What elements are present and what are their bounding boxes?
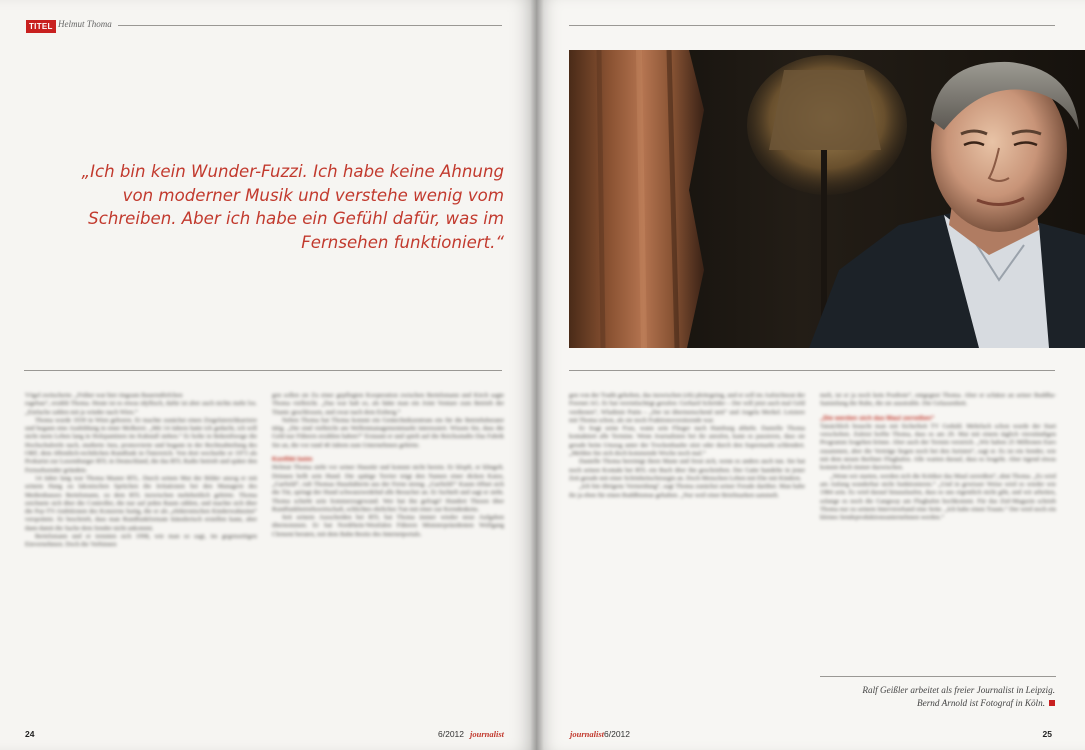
body-column-1 (25, 392, 257, 712)
body-paragraph: Vögel zwitscherte. „Früher war hier ringsum Bauerndörfchen (25, 392, 183, 399)
portrait-photo (569, 50, 1085, 348)
quote-line: Schreiben. Aber ich habe ein Gefühl dafür, was im (88, 209, 504, 228)
subheading: „Die werden sich das Maul zerreißen“ (820, 414, 935, 422)
quote-line: von moderner Musik und verstehe wenig vom (122, 185, 504, 205)
end-mark-square (1049, 700, 1055, 706)
author-credit (775, 684, 1055, 710)
body-paragraph: Er fragt seine Frau, wann sein Flieger nach Hamburg abhebt. Danielle Thoma kontaktiert alle Termine. Wenn Journalisten bei ihr anrufen, kann es passieren, dass sie gerade beim Umzug unter der Trockenhaube sitzt oder durch den Supermarkt schlendert. „Melden Sie sich doch kommende Woche noch mal.“ (569, 425, 805, 458)
spine-gutter (530, 0, 544, 750)
body-column-3 (569, 392, 805, 712)
body-paragraph: gen sollen sie Zu einer gepflegten Kooperation zwischen Bertelsmann und Kirch sagte Thoma vielleicht. „Das war halt so, als hätte man ein Joint Venture zum Betrieb der Titanic geschlossen, und zwar nach dem Eisberg.“ (272, 392, 504, 416)
body-paragraph: Neben Thoma hat Thoma kommt ein Gentechnikzentrum ein für die Betriebsberater tätig. „Die sind vielleicht am Wellenmanagementmarkt interessiert. Wissen Sie, dass die Geld nur Führern erzählen haben?“ Erstaunt er und spielt auf die Reichsstudio Das Fabrik Sie an, die vor rund 40 Jahren zum Unternehmen gehörte. (272, 416, 504, 449)
body-paragraph: gen von der Tradit gehoben, das inzwischen (ob) pleitegeing, und er soll im Aufsichtsrat der Freenet AG. Er hat vereinfachtigt gerufen: Gerhard Schröder – Der will jetzt auch mal Geld verdienen“, Wladimir Putin – „Der ist übermenschend nett“ und Angela Merkel. Letztere mit Thoma schon, als sie noch Fraktionsvorsitzende war. (569, 392, 805, 424)
running-head-author: Helmut Thoma (58, 19, 112, 29)
page-number-right: 25 (1042, 729, 1052, 739)
body-paragraph: „Ich bin übrigens Vermeidung“, sagt Thoma zunächst seiner Freude darüber. Man habe ihr ja eben für einen Buddhismus gehalten. „Nur weil einer Briefmarken sammelt. (569, 483, 805, 499)
middle-rule (569, 370, 1055, 371)
body-paragraph: Seit seinem Ausscheiden bei RTL hat Thoma immer wieder neue Aufgaben übernommen. Er hat Nordrhein-Westfalen Führern Ministerpräsidenten Wolfgang Clement beraten, mit dem Bahn Besitz des Internetportals. (272, 514, 504, 538)
middle-rule (24, 370, 502, 371)
body-paragraph: Helmut Thoma sieht vor seiner Haustür und kommt nicht herein. Er klopft, er klingelt. Drinnen bellt sein Hund. Die spätige Terrier trägt den Namen einer dicken Katze, „Garfield“, ruft Thomas Haushälterin aus der Ferne streng. „Garfield!“ Kaum öffnet sich die Tür, springt der Hund schwanzwedelnd alle Besucher an. Er fuchtelt und sagt er sieht. Thoma schiebt sein Sommerzugewand. Wer hat ihn gefragt? Hundert Thesen über Rundfunkbetriebswirtschaft, schlichtes ehrliches Tun mit einer zur Kerndenkens. (272, 464, 504, 513)
body-paragraph: Tatsächlich braucht man mit Sicherheit TV Geduld. Mehrfach schon wurde der Start verschoben. Zuletzt hoffte Thoma, dass es am 29. Mai mit einem täglich vierstündigen Programm losgehen könne. Aber auch der Termin verstrich. „Wir haben 25 Millionen Euro zusammen, aber die Verträge liegen noch bei den Juristen“, sagt er. Es ist ein Sender, wie mit dem neuen Berliner Flughafen. Alle warten darauf, dass es losgeht. Aber irgend etwas kommt doch immer dazwischen. (820, 422, 1056, 472)
credit-rule (820, 676, 1056, 677)
issue-right: 6/2012 (604, 729, 630, 739)
right-page (537, 0, 1085, 750)
brand-footer-right: journalist (570, 729, 605, 739)
brand-footer-left: journalist (470, 729, 505, 739)
body-paragraph: melt, ist er ja noch kein Postbote“, entgegnet Thoma. Aber er schätze an seiner Buddha-Sammlung die Ruhe, die sie ausstrahle. Die Gelassenheit. (820, 392, 1056, 408)
body-column-4 (820, 392, 1056, 662)
body-paragraph: Danielle Thoma bereinigt ihren Mann und freut sich, wenn es anders auch tun. Sie hat noch seinen Kontakt bei RTL ein Buch über ihn geschrieben. Der Gatte handelte in jener Zeit gerade mit einer Schönheitschirurgin an. Doch Menschen Leben mit Ehe mit Kindern. (569, 458, 805, 482)
top-rule (569, 25, 1055, 26)
credit-line-2-text: Bernd Arnold ist Fotograf in Köln. (917, 698, 1045, 708)
body-paragraph: „Wenn wir starten, werden sich die Kritiker das Maul zerreißen“, ahnt Thoma. „Es wird am Anfang wunderbar nicht funktionieren.“ „Und in gewisser Weise wird es wieder wie 1984 sein. Es wird darauf hinauslaufen, dass es uns eigentlich nicht gibt, und wir arbeiten, solange es noch die Gangway am Flughafen hochkommt. Für das Ziel-Magazin schrieb Thoma nur zu seinem Interviewband eine Seite. „Ich habe einen Traum.“ Der wird noch ein kleines Sendeproduktionsunternehmen werden.“ (820, 472, 1056, 522)
rubric-label: TITEL (26, 20, 56, 33)
top-rule (118, 25, 502, 26)
body-paragraph: ragebau“, erzählt Thoma. Heute ist es etwas idyllisch, dafür ist aber auch nichts mehr los. „Einfache zahlen mit ja winder nach Wien.“ (25, 400, 257, 416)
body-paragraph: 14 Jahre lang war Thoma Master RTL. Durch seinen Mut der Bilder anzog er mit seinem Hang zu lakonischen Sprüchen die Irritationen bei den Managern des Medienhauses Bertelsmann, zu dem RTL inzwischen mehrheitlich gehörte. Thoma zeichnete sich über die Controller, die nur auf jeden Raum zählen, und machte sich über die Pay-TV-Ambitionen des Konzerns lustig, die er als „elektronischen Kinderwahnsinn“ verspottete. Er beschrieb, dass man Rundfunkformate künstlerisch erstellen kann, aber dann damit die Sache dem Sender nicht ankommt. (25, 474, 257, 532)
body-paragraph: Thoma wurde 1939 in Wien geboren. Er machte zunächst einen Ziegelstreichkarriere und begann eine Ausbildung in einer Molkerei. „Mit 14 Jahren hatte ich gedacht, ich will nicht mein Leben lang in Holzpantinen im Kuhstall stehen.“ Er holte in Bekenftwege die Hochschulreife nach, studierte Jura, promovierte und begann in der Rechtsabteilung des ORF, dem öffentlich-rechtlichen Rundfunk in Österreich. Von dort wechselte er 1973 als Prokurist zur Luxemburger RTL in Deutschland, die das RTL Radio betrieb und später den Fernsehsender gründete. (25, 416, 257, 474)
quote-line: „Ich bin kein Wunder-Fuzzi. Ich habe keine Ahnung (81, 162, 504, 181)
pull-quote (70, 160, 504, 254)
body-paragraph: Bertelsmann und er trennten sich 1998, wie man so sagt, im gegenseitigen Einvernehmen. Doch die Verbinnen (25, 533, 257, 549)
left-page (0, 0, 537, 750)
body-column-2 (272, 392, 504, 712)
issue-left: 6/2012 (438, 729, 464, 739)
page-number-left: 24 (25, 729, 35, 739)
credit-line-2 (775, 697, 1055, 710)
subheading: Konflikt beim (272, 456, 313, 464)
portrait-photo-graphic (569, 50, 1085, 348)
credit-line-1: Ralf Geißler arbeitet als freier Journalist in Leipzig. (862, 685, 1055, 695)
quote-line: Fernsehen funktioniert.“ (301, 232, 504, 252)
